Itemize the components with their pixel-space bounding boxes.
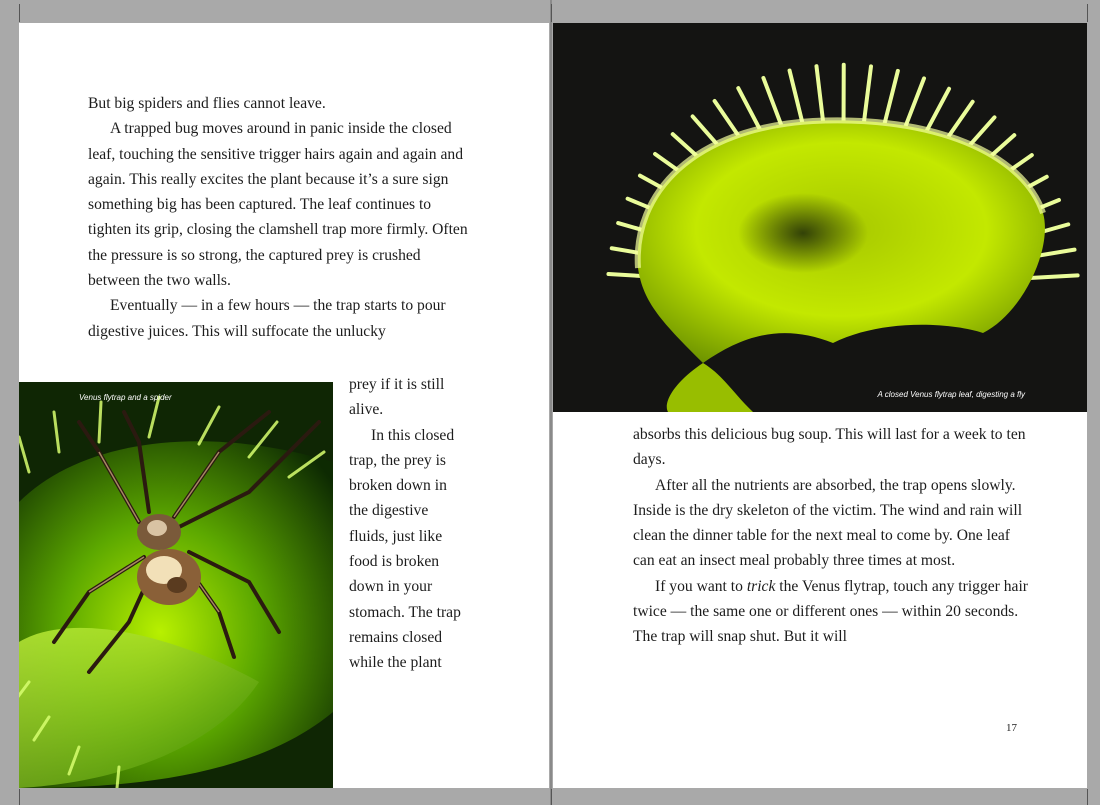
text-line: alive. [349,401,384,419]
gutter-line [550,0,552,805]
crop-mark [551,4,552,22]
page-number: 17 [1006,722,1017,734]
crop-mark [19,789,20,805]
left-page-text [88,91,468,344]
text-line: the digestive [349,502,429,520]
text-line: broken down in [349,477,447,495]
paragraph: But big spiders and flies cannot leave. [88,95,326,112]
paragraph [633,422,1033,473]
text-line: In this closed [371,426,455,444]
photo-caption: Venus flytrap and a spider [79,393,172,402]
crop-mark [1087,4,1088,22]
flytrap-photo [553,23,1087,412]
text-line: prey if it is still [349,376,445,393]
crop-mark [19,4,20,22]
paragraph-text: the Venus flytrap, touch any trigger hair twice — the same one or different ones — within 20 seconds. The trap will snap shut. But it will [633,577,1028,646]
photo-caption: A closed Venus flytrap leaf, digesting a fly [877,390,1025,399]
text-line: fluids, just like [349,527,443,545]
text-line: food is broken [349,553,440,571]
right-page [553,23,1087,788]
paragraph-text: If you want to [655,577,747,595]
emphasized-word: trick [746,577,776,595]
crop-mark [551,789,552,805]
text-line: while the plant [349,654,442,672]
text-line: down in your [349,578,433,596]
text-line: trap, the prey is [349,451,446,469]
spider-photo [19,382,333,788]
crop-mark [1087,789,1088,805]
text-line: stomach. The trap [349,603,461,621]
paragraph-text: absorbs this delicious bug soup. This will last for a week to ten days. [633,426,1026,469]
text-line: remains closed [349,628,443,646]
right-page-text [633,422,1033,650]
left-page-column-text [349,372,479,676]
paragraph [633,473,1033,574]
paragraph: A trapped bug moves around in panic inside the closed leaf, touching the sensitive trigger hairs again and again and again. This really excites the plant because it’s a sure sign something big has been captured. The leaf continues to tighten its grip, closing the clamshell trap more firmly. Often the pressure is so strong, the captured prey is crushed between the two walls. [88,120,468,290]
paragraph-text: After all the nutrients are absorbed, the trap opens slowly. Inside is the dry skeleton of the victim. The wind and rain will clean the dinner table for the next meal to come by. One leaf can eat an insect meal probably three times at most. [633,476,1023,570]
paragraph: Eventually — in a few hours — the trap starts to pour digestive juices. This will suffocate the unlucky [88,297,446,340]
paragraph [633,574,1033,650]
left-page [19,23,549,788]
